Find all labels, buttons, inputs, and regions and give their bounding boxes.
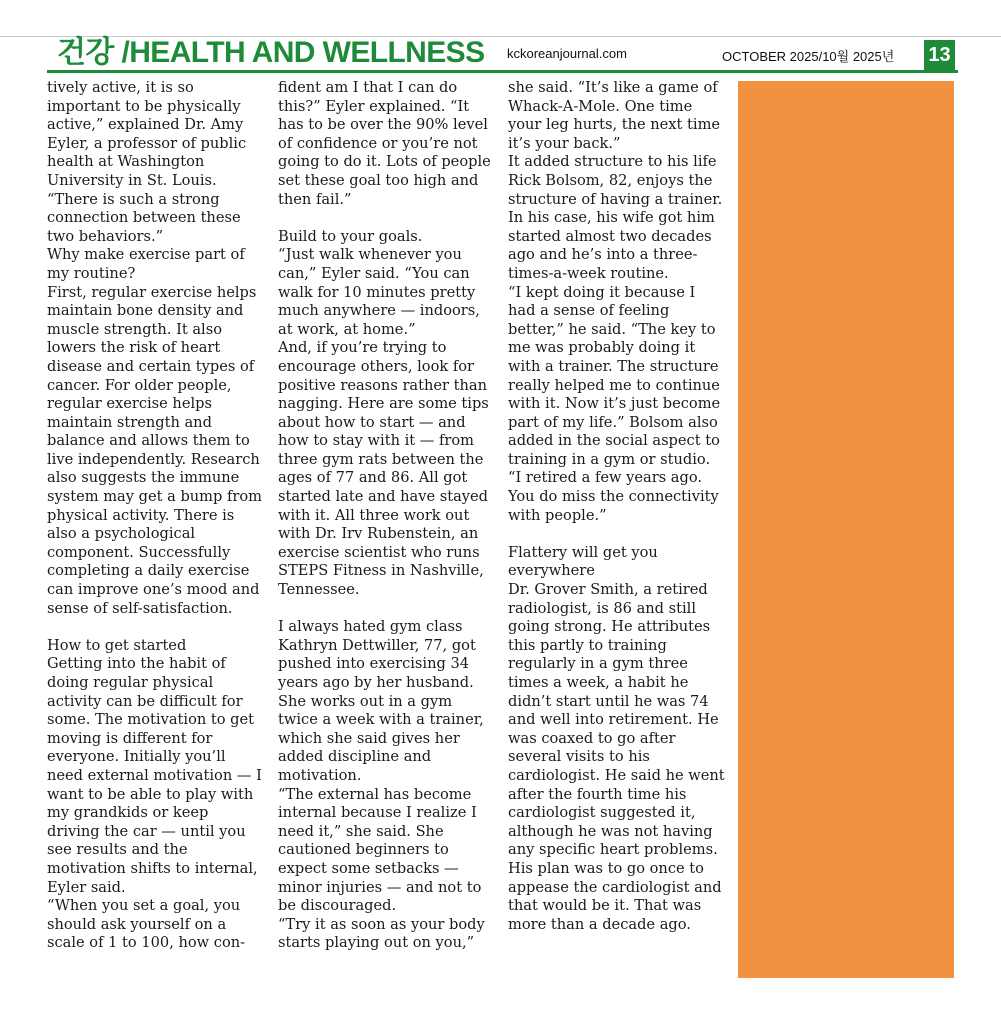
paragraph: “I kept doing it because I had a sense of feeling better,” he said. “The key to me was probably doing it with a trainer. The structure really helped me to continue with it. Now it’s just become part of my life.” Bolsom also added in the social aspect to training in a gym or studio. [508, 283, 721, 468]
paragraph: tively active, it is so important to be physically active,” explained Dr. Amy Eyler, a professor of public health at Washington University in St. Louis. “There is such a strong connection between these two behaviors.” [47, 79, 247, 245]
paragraph-gap [508, 525, 726, 544]
article-column-1 [47, 79, 265, 953]
paragraph: Rick Bolsom, 82, enjoys the structure of having a trainer. In his case, his wife got him started almost two decades ago and he’s into a three-times-a-week routine. [508, 171, 723, 282]
subheading: It added structure to his life [508, 153, 717, 171]
paragraph: Dr. Grover Smith, a retired radiologist, is 86 and still going strong. He attributes this partly to training regularly in a gym three times a week, a habit he didn’t start until he was 74 and well into retirement. He was coaxed to go after several visits to his cardiologist. He said he went after the fourth time his cardiologist suggested it, although he was not having any specific heart problems. His plan was to go once to appease the cardiologist and that would be it. That was more than a decade ago. [508, 581, 725, 933]
paragraph: fident am I that I can do this?” Eyler explained. “It has to be over the 90% level of confidence or you’re not going to do it. Lots of people set these goal too high and then fail.” [278, 79, 491, 208]
paragraph: And, if you’re trying to encourage others, look for positive reasons rather than nagging. Here are some tips about how to start — and how to stay with it — from three gym rats between the ages of 77 and 86. All got started late and have stayed with it. All three work out with Dr. Irv Rubenstein, an exercise scientist who runs STEPS Fitness in Nashville, Tennessee. [278, 339, 489, 599]
site-url: kckoreanjournal.com [507, 46, 627, 61]
paragraph: “Just walk whenever you can,” Eyler said. “You can walk for 10 minutes pretty much anywhere — indoors, at work, at home.” [278, 246, 480, 338]
article-column-3 [508, 79, 726, 934]
subheading: Build to your goals. [278, 227, 423, 245]
paragraph-gap [278, 209, 496, 228]
subheading: I always hated gym class [278, 618, 463, 636]
issue-date: OCTOBER 2025/10월 2025년 [722, 49, 895, 64]
page-header [0, 36, 958, 76]
paragraph: “When you set a goal, you should ask yourself on a scale of 1 to 100, how con- [47, 897, 246, 952]
article-column-2 [278, 79, 496, 953]
header-divider [47, 70, 958, 73]
paragraph: “I retired a few years ago. You do miss the connectivity with people.” [508, 469, 719, 524]
subheading: Why make exercise part of my routine? [47, 246, 245, 282]
subheading: How to get started [47, 636, 187, 654]
paragraph-gap [278, 600, 496, 619]
advertisement-block [738, 81, 954, 978]
paragraph: First, regular exercise helps maintain bone density and muscle strength. It also lowers the risk of heart disease and certain types of cancer. For older people, regular exercise helps maintain strength and balance and allows them to live independently. Research also suggests the immune system may get a bump from physical activity. There is also a psychological component. Successfully completing a daily exercise can improve one’s mood and sense of self-satisfaction. [47, 283, 263, 617]
section-title: 건강 /HEALTH AND WELLNESS [57, 36, 485, 69]
paragraph-gap [47, 618, 265, 637]
paragraph: “The external has become internal because I realize I need it,” she said. She cautioned beginners to expect some setbacks — minor injuries — and not to be discouraged. [278, 785, 482, 915]
subheading: Flattery will get you everywhere [508, 543, 658, 580]
paragraph: Kathryn Dettwiller, 77, got pushed into exercising 34 years ago by her husband. She works out in a gym twice a week with a trainer, which she said gives her added discipline and motivation. [278, 636, 484, 784]
paragraph: Getting into the habit of doing regular physical activity can be difficult for some. The motivation to get moving is different for everyone. Initially you’ll need external motivation — I want to be able to play with my grandkids or keep driving the car — until you see results and the motivation shifts to internal, Eyler said. [47, 655, 262, 896]
page-number-badge: 13 [924, 40, 955, 70]
paragraph: “Try it as soon as your body starts playing out on you,” [278, 915, 485, 952]
paragraph: she said. “It’s like a game of Whack-A-Mole. One time your leg hurts, the next time it’s your back.” [508, 79, 721, 152]
